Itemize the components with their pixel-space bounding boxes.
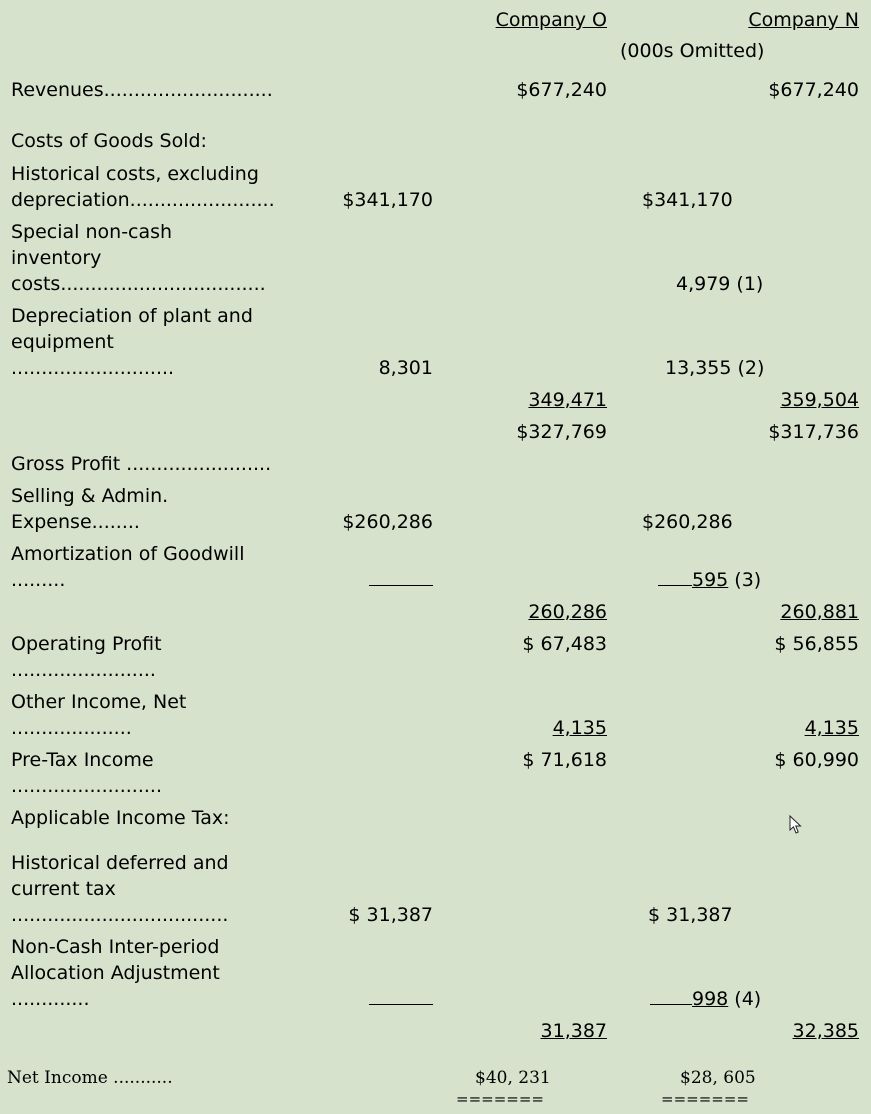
historical-costs-label-2: depreciation........................ [11,189,275,211]
opex-total-company-n: 260,881 [780,601,859,623]
tax-total-company-n: 32,385 [792,1020,859,1042]
historical-costs-company-n: $341,170 [642,189,733,211]
pretax-income-label-1: Pre-Tax Income [11,749,154,771]
noncash-tax-company-n [650,986,761,1012]
noncash-tax-company-o-blank [369,986,433,1012]
operating-profit-company-n: $ 56,855 [774,633,859,655]
special-inventory-label-3: costs.................................. [11,273,266,295]
depreciation-label-3: ........................... [11,357,175,379]
units-note: (000s Omitted) [620,40,765,62]
operating-profit-company-o: $ 67,483 [522,633,607,655]
income-tax-heading: Applicable Income Tax: [11,807,230,829]
amortization-company-n [658,567,761,593]
pretax-income-company-n: $ 60,990 [774,749,859,771]
revenues-label: Revenues............................ [11,79,273,101]
historical-tax-company-n: $ 31,387 [648,904,733,926]
opex-total-company-o: 260,286 [528,601,607,623]
special-inventory-company-n: 4,979 (1) [676,273,764,295]
other-income-company-o: 4,135 [552,717,607,739]
net-income-company-o-double-rule: ======= [456,1090,544,1108]
selling-admin-label-1: Selling & Admin. [11,485,169,507]
amortization-company-o-blank [369,567,433,593]
historical-tax-label-1: Historical deferred and [11,852,229,874]
other-income-label-2: .................... [11,717,132,739]
historical-tax-label-2: current tax [11,878,116,900]
selling-admin-label-2: Expense........ [11,511,140,533]
other-income-label-1: Other Income, Net [11,691,187,713]
revenues-company-n: $677,240 [768,79,859,101]
net-income-company-n-double-rule: ======= [661,1090,749,1108]
historical-costs-label-1: Historical costs, excluding [11,163,259,185]
gross-profit-label: Gross Profit ........................ [11,453,272,475]
cogs-total-company-n: 359,504 [780,389,859,411]
gross-profit-company-o: $327,769 [516,421,607,443]
gross-profit-company-n: $317,736 [768,421,859,443]
amortization-label-2: ......... [11,569,66,591]
noncash-tax-label-1: Non-Cash Inter-period [11,936,220,958]
tax-total-company-o: 31,387 [540,1020,607,1042]
other-income-company-n: 4,135 [804,717,859,739]
depreciation-company-n: 13,355 (2) [665,357,765,379]
net-income-label: Net Income ........... [7,1068,173,1088]
pretax-income-label-2: ......................... [11,775,162,797]
depreciation-label-2: equipment [11,331,114,353]
historical-tax-company-o: $ 31,387 [348,904,433,926]
noncash-tax-company-n-note: (4) [728,988,762,1010]
amortization-label-1: Amortization of Goodwill [11,543,245,565]
pretax-income-company-o: $ 71,618 [522,749,607,771]
operating-profit-label-1: Operating Profit [11,633,162,655]
depreciation-company-o: 8,301 [378,357,433,379]
depreciation-label-1: Depreciation of plant and [11,305,253,327]
mouse-cursor-icon [789,815,803,835]
special-inventory-label-1: Special non-cash [11,221,173,243]
noncash-tax-label-3: ............. [11,988,90,1010]
historical-costs-company-o: $341,170 [342,189,433,211]
net-income-company-n: $28, 605 [680,1068,756,1088]
noncash-tax-company-n-value: 998 [692,988,729,1010]
selling-admin-company-n: $260,286 [642,511,733,533]
amortization-company-n-value: 595 [692,569,729,591]
amortization-company-n-note: (3) [728,569,762,591]
operating-profit-label-2: ........................ [11,659,156,681]
revenues-company-o: $677,240 [516,79,607,101]
net-income-company-o: $40, 231 [475,1068,551,1088]
company-n-header: Company N [748,9,859,31]
noncash-tax-label-2: Allocation Adjustment [11,962,220,984]
selling-admin-company-o: $260,286 [342,511,433,533]
cogs-total-company-o: 349,471 [528,389,607,411]
historical-tax-label-3: .................................... [11,904,229,926]
company-o-header: Company O [495,9,607,31]
special-inventory-label-2: inventory [11,247,102,269]
cogs-heading: Costs of Goods Sold: [11,130,207,152]
